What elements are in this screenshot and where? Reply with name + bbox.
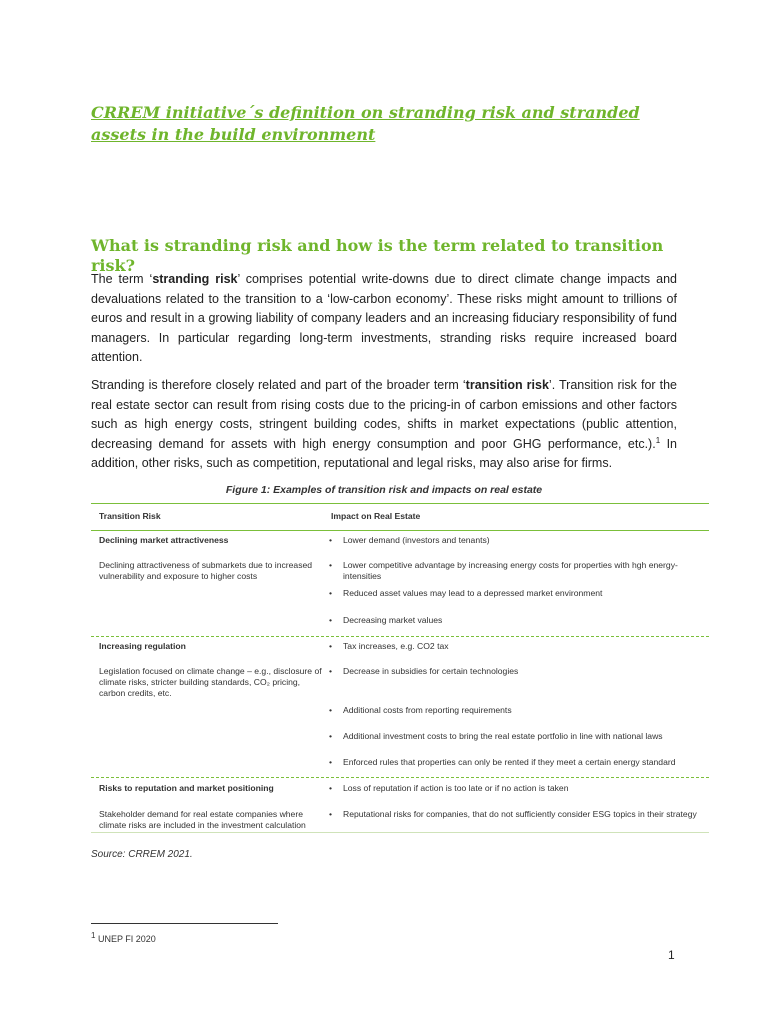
header-transition-risk: Transition Risk: [99, 511, 161, 521]
paragraph-transition-risk: [91, 376, 677, 474]
transition-risk-table: [91, 503, 709, 833]
footnote-text: UNEP FI 2020: [95, 934, 156, 944]
group-description: Legislation focused on climate change – e.g., disclosure of climate risks, stricter building standards, CO₂ pricing, carbon credits, etc.: [99, 666, 322, 698]
impact-item: • Lower demand (investors and tenants): [329, 535, 713, 546]
text-run: In addition, other risks, such as competition, reputational and legal risks, may also arise for firms.: [91, 436, 677, 471]
table-bottom-rule: [91, 832, 709, 833]
page-number: 1: [668, 948, 675, 962]
bold-term-transition-risk: transition risk: [465, 378, 549, 392]
impact-item: • Enforced rules that properties can only be rented if they meet a certain energy standard: [329, 757, 713, 768]
impact-item: • Decrease in subsidies for certain technologies: [329, 666, 713, 677]
footnote-ref: 1: [655, 435, 661, 445]
text-run: Stranding is therefore closely related and part of the broader term ‘: [91, 378, 466, 392]
impact-item: • Additional costs from reporting requirements: [329, 705, 713, 716]
footnote-marker: 1: [91, 931, 96, 940]
group-description: Declining attractiveness of submarkets due to increased vulnerability and exposure to higher costs: [99, 560, 313, 581]
footnote: [91, 931, 156, 944]
document-title: CRREM initiative´s definition on stranding risk and stranded assets in the build environment: [91, 103, 640, 144]
impact-item: • Lower competitive advantage by increasing energy costs for properties with hgh energy-intensities: [329, 560, 713, 582]
header-impact-real-estate: Impact on Real Estate: [331, 511, 421, 521]
impact-item: • Tax increases, e.g. CO2 tax: [329, 641, 713, 652]
paragraph-stranding-risk: [91, 270, 677, 368]
figure-source: Source: CRREM 2021.: [91, 849, 193, 860]
impact-item: • Additional investment costs to bring the real estate portfolio in line with national laws: [329, 731, 713, 742]
text-run: ’. Transition risk for the real estate sector can result from rising costs due to the pricing-in of carbon emissions and other factors such as high energy costs, stringent building codes, shifts in market expectations (public attention, decreasing demand for assets with high energy consumption and poor GHG performance, etc.).: [91, 378, 677, 451]
impact-item: • Decreasing market values: [329, 615, 713, 626]
footnote-separator: [91, 923, 278, 924]
text-run: The term ‘: [91, 272, 153, 286]
group-title: Declining market attractiveness: [99, 535, 229, 545]
figure-caption: Figure 1: Examples of transition risk and impacts on real estate: [225, 484, 543, 496]
group-divider: [91, 636, 709, 637]
impact-item: • Reputational risks for companies, that do not sufficiently consider ESG topics in their strategy: [329, 809, 713, 820]
group-description: Stakeholder demand for real estate companies where climate risks are included in the investment calculation: [99, 809, 306, 830]
table-header: [91, 503, 709, 531]
bold-term-stranding-risk: stranding risk: [152, 272, 238, 286]
group-title: Risks to reputation and market positioning: [99, 783, 274, 793]
impact-item: • Reduced asset values may lead to a depressed market environment: [329, 588, 713, 599]
text-run: ’ comprises potential write-downs due to direct climate change impacts and devaluations related to the transition to a ‘low-carbon economy’. These risks might amount to trillions of euros and result in a growing liability of company leaders and an increasing fiduciary responsibility of fund managers. In particular regarding long-term investments, stranding risks require increased board attention.: [91, 272, 677, 365]
group-divider: [91, 777, 709, 778]
section-heading: What is stranding risk and how is the term related to transition risk?: [91, 236, 664, 275]
impact-item: • Loss of reputation if action is too late or if no action is taken: [329, 783, 713, 794]
group-title: Increasing regulation: [99, 641, 186, 651]
